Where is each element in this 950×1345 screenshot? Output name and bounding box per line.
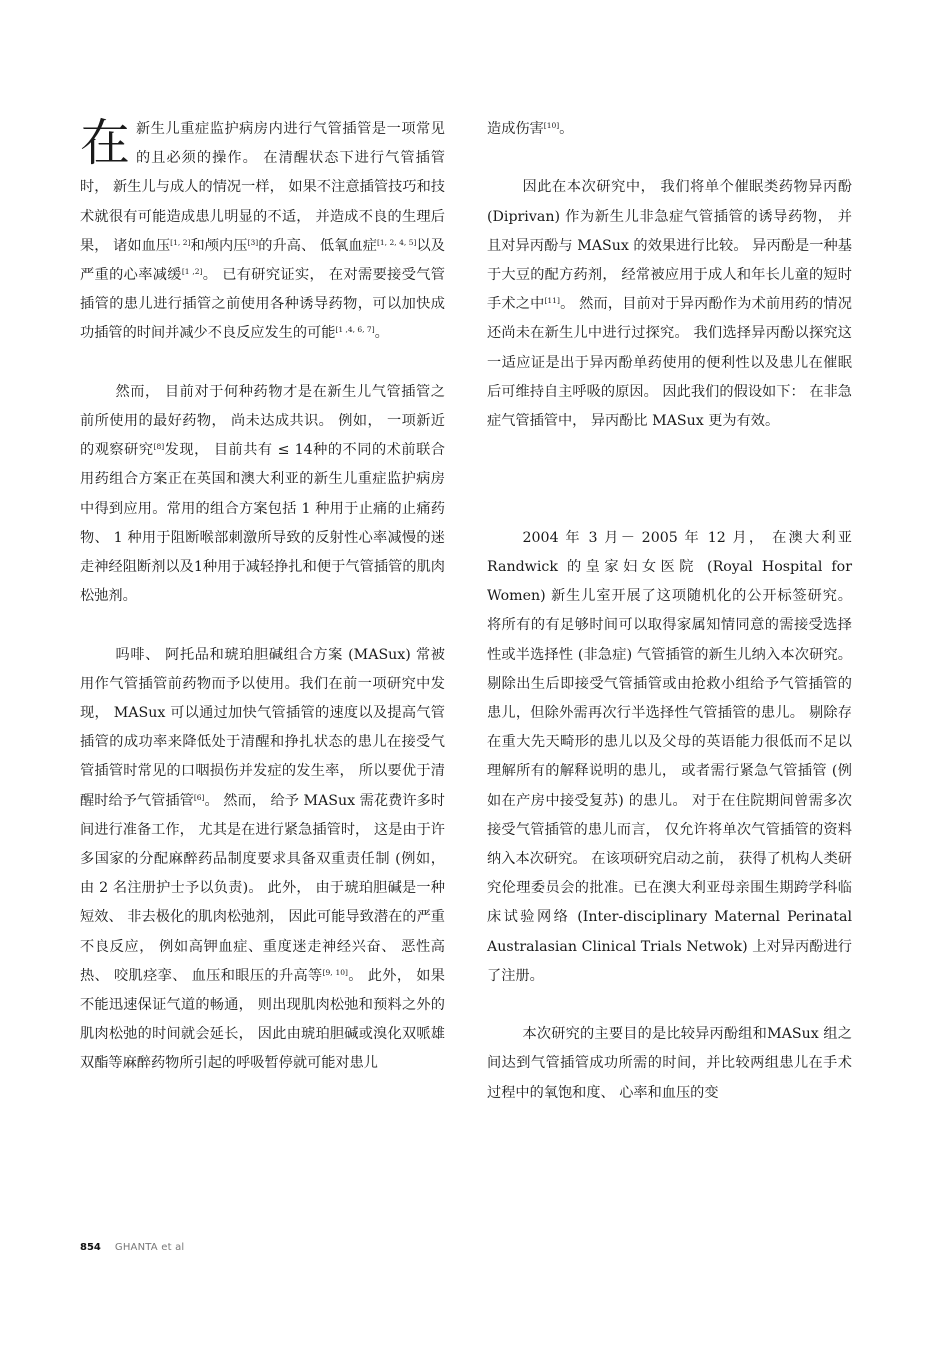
- body-paragraph: 本次研究的主要目的是比较异丙酚组和MASux 组之间达到气管插管成功所需的时间，并比较两组患儿在手术过程中的氧饱和度、 心率和血压的变: [487, 1026, 852, 1101]
- citation: [10]: [543, 121, 560, 130]
- left-column: [80, 115, 445, 1079]
- body-paragraph: 2004 年 3 月－ 2005 年 12 月， 在澳大利亚 Randwick 的皇家妇女医院 (Royal Hospital for Women) 新生儿室开展了这项随机化的公开标签研究。 将所有的有足够时间可以取得家属知情同意的需接受选择性或半选择性 (非急症) 气管插管的新生儿纳入本次研究。 剔除出生后即接受气管插管或由抢救小组给予气管插管的患儿，但除外需再次行半选择性气管插管的患儿。 剔除存在重大先天畸形的患儿以及父母的英语能力很低而不足以理解所有的解释说明的患儿， 或者需行紧急气管插管 (例如在产房中接受复苏) 的患儿。 对于在住院期间曾需多次接受气管插管的患儿而言， 仅允许将单次气管插管的资料纳入本次研究。 在该项研究启动之前， 获得了机构人类研究伦理委员会的批准。已在澳大利亚母亲围生期跨学科临床试验网络 (Inter-disciplinary Maternal Perinatal Australasian Clinical Trials Netwok) 上对异丙酚进行了注册。: [487, 529, 852, 984]
- body-paragraph: 因此在本次研究中， 我们将单个催眠类药物异丙酚 (Diprivan) 作为新生儿非急症气管插管的诱导药物， 并且对异丙酚与 MASux 的效果进行比较。 异丙酚是一种基于大豆的配方药剂， 经常被应用于成人和年长儿童的短时手术之中[11]。 然而，目前对于异丙酚作为术前用药的情况还尚未在新生儿中进行过探究。 我们选择异丙酚以探究这一适应证是出于异丙酚单药使用的便利性以及患儿在催眠后可维持自主呼吸的原因。 因此我们的假设如下： 在非急症气管插管中， 异丙酚比 MASux 更为有效。: [487, 179, 852, 430]
- citation: [6]: [193, 792, 205, 802]
- citation: [8]: [153, 442, 165, 452]
- citation: [1, 2, 4, 5]: [376, 237, 417, 247]
- citation: [1, 2]: [170, 237, 191, 247]
- drop-cap: 在: [80, 114, 130, 172]
- citation: [11]: [544, 296, 560, 306]
- continuation-paragraph: 造成伤害[10]。: [487, 121, 574, 137]
- citation: [9, 10]: [322, 967, 348, 977]
- page-number: 854: [80, 1242, 101, 1253]
- citation: [3]: [247, 237, 259, 247]
- citation: [1 ,2]: [181, 267, 203, 277]
- right-column: [487, 115, 852, 1108]
- running-author: GHANTA et al: [114, 1242, 185, 1253]
- intro-paragraph: 在新生儿重症监护病房内进行气管插管是一项常见的且必须的操作。 在清醒状态下进行气管插管时， 新生儿与成人的情况一样， 如果不注意插管技巧和技术就很有可能造成患儿明显的不适， 并造成不良的生理后果， 诸如血压[1, 2]和颅内压[3]的升高、 低氧血症[1, 2, 4, 5]以及严重的心率减缓[1 ,2]。 已有研究证实， 在对需要接受气管插管的患儿进行插管之前使用各种诱导药物，可以加快成功插管的时间并减少不良反应发生的可能[1 ,4, 6, 7]。: [80, 114, 445, 342]
- body-paragraph: 吗啡、 阿托品和琥珀胆碱组合方案 (MASux) 常被用作气管插管前药物而予以使用。我们在前一项研究中发现， MASux 可以通过加快气管插管的速度以及提高气管插管的成功率来降低处于清醒和挣扎状态的患儿在接受气管插管时常见的口咽损伤并发症的发生率， 所以要优于清醒时给予气管插管[6]。 然而， 给予 MASux 需花费许多时间进行准备工作， 尤其是在进行紧急插管时， 这是由于许多国家的分配麻醉药品制度要求具备双重责任制 (例如， 由 2 名注册护士予以负责)。 此外， 由于琥珀胆碱是一种短效、 非去极化的肌肉松弛剂， 因此可能导致潜在的严重不良反应， 例如高钾血症、重度迷走神经兴奋、 恶性高热、 咬肌痉挛、 血压和眼压的升高等[9, 10]。 此外， 如果不能迅速保证气道的畅通， 则出现肌肉松弛和预料之外的肌肉松弛的时间就会延长， 因此由琥珀胆碱或溴化双哌雄双酯等麻醉药物所引起的呼吸暂停就可能对患儿: [80, 646, 445, 1072]
- body-paragraph: 然而， 目前对于何种药物才是在新生儿气管插管之前所使用的最好药物， 尚未达成共识。 例如， 一项新近的观察研究[8]发现， 目前共有 ≤ 14种的不同的术前联合用药组合方案正在英国和澳大利亚的新生儿重症监护病房中得到应用。常用的组合方案包括 1 种用于止痛的止痛药物、 1 种用于阻断喉部刺激所导致的反射性心率减慢的迷走神经阻断剂以及1种用于减轻挣扎和便于气管插管的肌肉松弛剂。: [80, 383, 445, 605]
- page-footer: [80, 1242, 184, 1253]
- citation: [1 ,4, 6, 7]: [335, 325, 375, 335]
